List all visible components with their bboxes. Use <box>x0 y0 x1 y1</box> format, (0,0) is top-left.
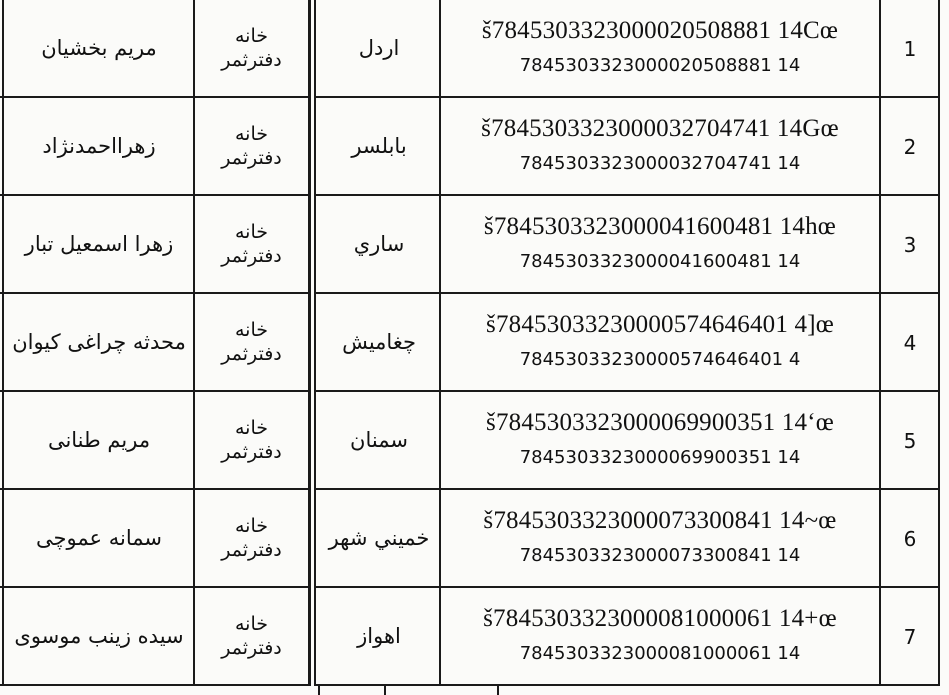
row-divider <box>0 390 310 392</box>
row-divider <box>314 684 940 686</box>
city-cell: بابلسر <box>351 134 407 159</box>
barcode-text: š7845303323000073300841 14~œ <box>483 507 837 534</box>
row-divider <box>314 586 940 588</box>
office-line-2: دفترثمر <box>221 342 282 365</box>
barcode-text: š7845303323000081000061 14+œ <box>483 605 837 632</box>
office-cell <box>194 98 309 195</box>
column-divider <box>439 0 441 686</box>
office-cell <box>194 490 309 587</box>
column-divider <box>2 0 4 686</box>
code-cell <box>440 490 880 587</box>
office-line-1: خانه <box>235 416 269 439</box>
table-row <box>0 98 949 195</box>
city-cell: سمنان <box>350 428 408 453</box>
page-edge-mark <box>497 684 499 695</box>
office-line-1: خانه <box>235 612 269 635</box>
table-row <box>0 588 949 685</box>
name-cell: زهرا اسمعیل تبار <box>24 232 174 257</box>
office-line-1: خانه <box>235 24 269 47</box>
row-divider <box>314 390 940 392</box>
code-cell <box>440 196 880 293</box>
city-cell: خمیني شهر <box>328 526 430 551</box>
row-number: 4 <box>903 330 917 355</box>
name-cell: سمانه عموچی <box>36 526 162 551</box>
office-cell <box>194 294 309 391</box>
barcode-text: š7845303323000032704741 14Gœ <box>481 115 839 142</box>
barcode-text: š7845303323000020508881 14Cœ <box>481 17 839 44</box>
city-cell: اردل <box>358 36 400 61</box>
row-number: 5 <box>903 428 917 453</box>
tracking-number: 7845303323000069900351 14 <box>519 447 801 468</box>
column-divider <box>308 0 311 686</box>
row-divider <box>0 96 310 98</box>
office-line-2: دفترثمر <box>221 440 282 463</box>
column-divider <box>879 0 881 686</box>
row-divider <box>314 292 940 294</box>
row-divider <box>0 292 310 294</box>
tracking-number: 7845303323000020508881 14 <box>519 55 801 76</box>
office-line-1: خانه <box>235 122 269 145</box>
tracking-number: 7845303323000032704741 14 <box>519 153 801 174</box>
row-number: 3 <box>903 232 917 257</box>
office-cell <box>194 588 309 685</box>
barcode-text: š7845303323000069900351 14‘œ <box>486 409 834 436</box>
office-line-2: دفترثمر <box>221 538 282 561</box>
office-cell <box>194 196 309 293</box>
name-cell: سیده زینب موسوی <box>14 624 184 649</box>
barcode-text: š7845303323000041600481 14hœ <box>483 213 837 240</box>
table-row <box>0 294 949 391</box>
code-cell <box>440 294 880 391</box>
code-cell <box>440 392 880 489</box>
page-edge-mark <box>384 684 386 695</box>
office-line-2: دفترثمر <box>221 48 282 71</box>
column-divider <box>193 0 195 686</box>
table-row <box>0 0 949 97</box>
row-divider <box>0 684 310 686</box>
office-line-2: دفترثمر <box>221 244 282 267</box>
office-line-1: خانه <box>235 318 269 341</box>
office-line-1: خانه <box>235 220 269 243</box>
table-row <box>0 490 949 587</box>
code-cell <box>440 98 880 195</box>
tracking-number: 7845303323000041600481 14 <box>519 251 801 272</box>
row-divider <box>0 194 310 196</box>
office-cell <box>194 392 309 489</box>
name-cell: زهرااحمدنژاد <box>42 134 156 159</box>
code-cell <box>440 0 880 97</box>
name-cell: مریم بخشیان <box>41 36 157 61</box>
row-divider <box>0 488 310 490</box>
tracking-number: 78453033230000574646401 4 <box>519 349 801 370</box>
code-cell <box>440 588 880 685</box>
column-divider <box>938 0 940 686</box>
row-divider <box>0 586 310 588</box>
office-line-1: خانه <box>235 514 269 537</box>
column-divider <box>314 0 316 686</box>
tracking-number: 7845303323000081000061 14 <box>519 643 801 664</box>
office-line-2: دفترثمر <box>221 636 282 659</box>
name-cell: محدثه چراغی کیوان <box>12 330 186 355</box>
city-cell: اهواز <box>357 624 401 649</box>
tracking-number: 7845303323000073300841 14 <box>519 545 801 566</box>
city-cell: چغامیش <box>342 330 416 355</box>
row-number: 2 <box>903 134 917 159</box>
barcode-text: š78453033230000574646401 4]œ <box>486 311 834 338</box>
row-number: 7 <box>903 624 917 649</box>
page-edge-mark <box>318 684 320 695</box>
row-divider <box>314 194 940 196</box>
office-line-2: دفترثمر <box>221 146 282 169</box>
row-number: 1 <box>903 36 917 61</box>
table-row <box>0 196 949 293</box>
city-cell: ساري <box>353 232 405 257</box>
table-row <box>0 392 949 489</box>
office-cell <box>194 0 309 97</box>
row-number: 6 <box>903 526 917 551</box>
row-divider <box>314 96 940 98</box>
name-cell: مریم طنانی <box>47 428 151 453</box>
row-divider <box>314 488 940 490</box>
